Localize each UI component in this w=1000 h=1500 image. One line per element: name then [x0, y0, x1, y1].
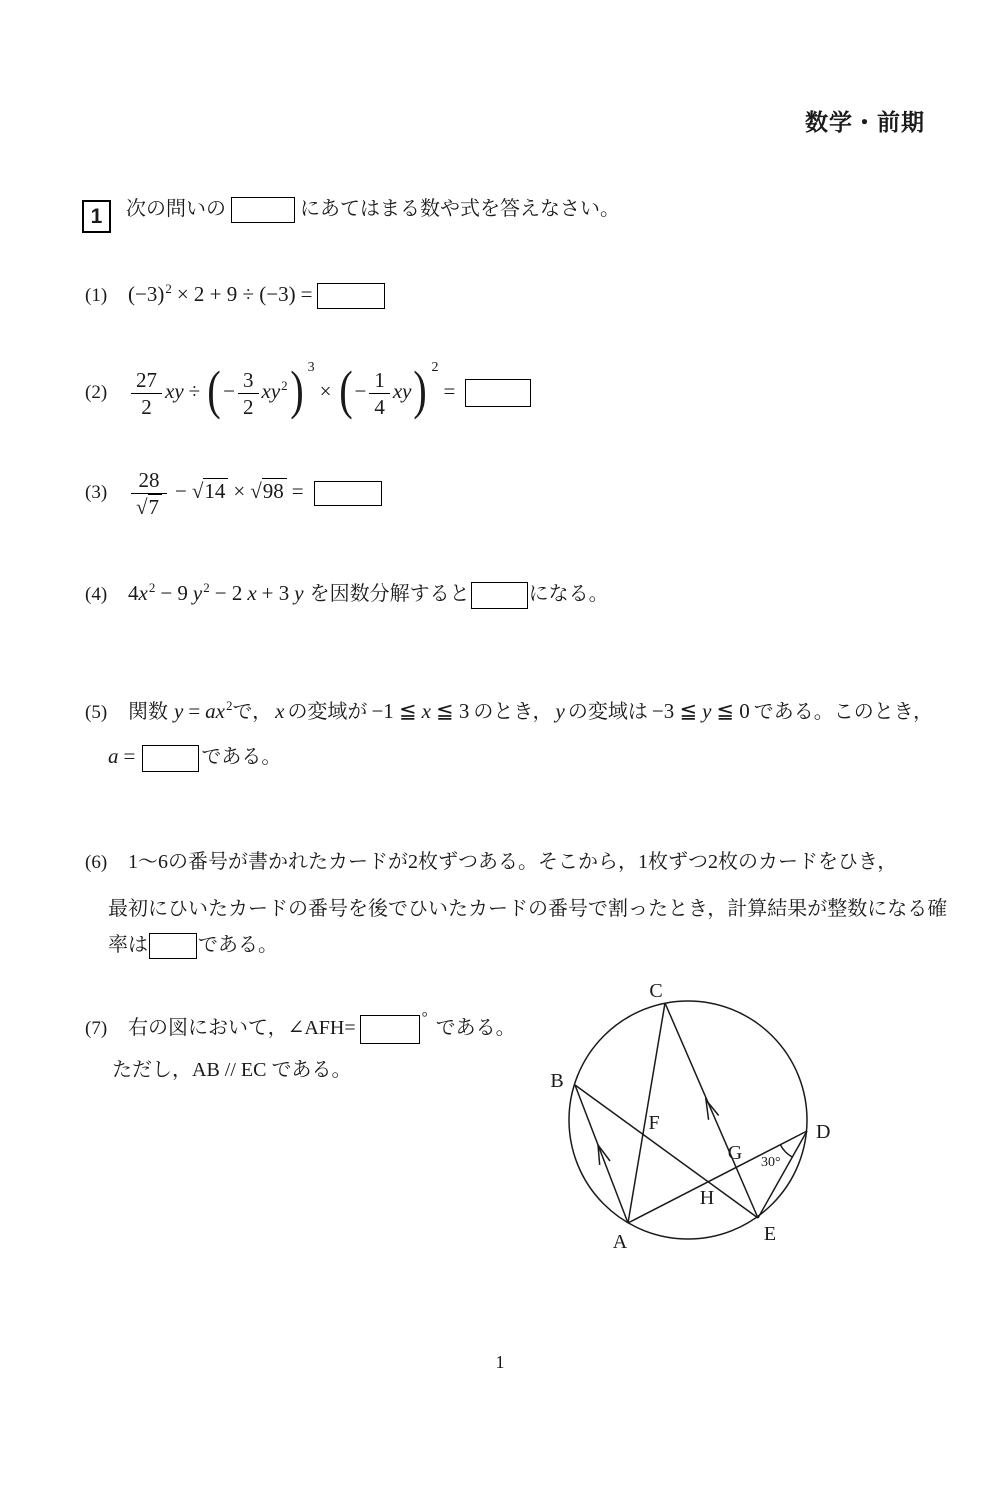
circle-diagram	[538, 968, 872, 1274]
figure-lines	[569, 1001, 807, 1239]
intro-text-post: にあてはまる数や式を答えなさい。	[300, 198, 620, 220]
fraction-3-2	[238, 369, 259, 418]
question-3-label: (3)	[85, 482, 108, 504]
point-label-G: G	[727, 1142, 743, 1164]
question-6-line1	[85, 845, 897, 874]
q6-text-is: である。	[198, 934, 278, 956]
q5-text-range-x: の変域が	[287, 701, 368, 723]
problem-1-header	[82, 192, 620, 233]
radical-sign: √	[191, 479, 204, 504]
answer-box-2	[465, 379, 531, 407]
question-2: (2) $\frac{27}{2}$ xy ÷ ( − $\frac{3}{2}$ $xy^2$) $^3$× ( − $\frac{1}{4}$ xy) $^2$=	[85, 368, 536, 418]
radical-7	[136, 496, 162, 518]
question-5-label: (5)	[85, 702, 108, 723]
q5-text-is: である。	[201, 746, 282, 768]
q5-equals: =	[188, 699, 201, 723]
problem-number-box: 1	[82, 200, 111, 233]
fraction-denominator	[131, 494, 167, 518]
answer-box-1	[317, 283, 385, 309]
radicand: 98	[262, 478, 287, 503]
q2-paren-exponent-3: 3	[307, 360, 315, 375]
q6-text-probability: 率は	[108, 934, 148, 956]
fraction-27-2	[131, 369, 162, 418]
parallel-arrow-EC	[706, 1100, 719, 1120]
question-1	[85, 282, 390, 309]
point-label-H: H	[699, 1187, 715, 1209]
blank-box-sample	[231, 197, 295, 223]
fraction-numerator: 3	[238, 369, 259, 394]
q6-text-line2: 最初にひいたカードの番号を後でひいたカードの番号で割ったとき，計算結果が整数になる確	[108, 898, 948, 920]
q4-x-exponent: 2	[148, 580, 156, 595]
q5-equals-2: =	[123, 744, 136, 768]
question-4	[85, 577, 609, 609]
answer-box-3	[314, 481, 382, 506]
question-1-label: (1)	[85, 285, 108, 306]
answer-box-7	[360, 1015, 420, 1044]
page-title: 数学・前期	[805, 109, 925, 135]
radical-14	[192, 479, 229, 504]
q4-x2: x	[247, 581, 257, 605]
q4-x: x	[138, 581, 148, 605]
degree-sign: °	[421, 1010, 428, 1026]
q4-y2: y	[294, 581, 304, 605]
fraction-numerator: 27	[131, 369, 162, 394]
q5-ax-exponent: 2	[226, 698, 233, 713]
point-label-F: F	[648, 1112, 660, 1134]
q2-times-sign: ×	[319, 379, 332, 403]
q2-paren-exponent-2: 2	[431, 360, 439, 375]
q4-coef: 4	[128, 581, 139, 605]
q5-var-y2: y	[555, 699, 565, 723]
answer-box-6	[149, 933, 197, 959]
q7-text-parallel-condition: ただし，AB // EC である。	[112, 1059, 352, 1081]
q5-text-function: 関数	[128, 701, 168, 723]
point-label-A: A	[612, 1231, 628, 1253]
q2-xy: xy	[165, 379, 184, 403]
q2-xy2: xy	[261, 379, 281, 403]
q4-term3: − 2	[214, 581, 243, 605]
q6-text-line1: 1～6の番号が書かれたカードが2枚ずつある。そこから，1枚ずつ2枚のカードをひき，	[128, 851, 898, 873]
point-label-B: B	[550, 1070, 564, 1092]
q7-text-angle: 右の図において，∠AFH=	[128, 1017, 356, 1039]
q2-xy2-exponent: 2	[281, 378, 288, 393]
figure-labels	[550, 980, 830, 1253]
q4-text-factorize: を因数分解すると	[309, 583, 470, 605]
q2-divide-sign: ÷	[188, 379, 201, 403]
q3-minus-sign: −	[175, 479, 187, 504]
q1-expression: × 2 + 9 ÷ (−3)	[176, 282, 296, 306]
answer-box-5	[142, 745, 199, 772]
point-label-D: D	[816, 1121, 831, 1143]
q3-times-sign: ×	[233, 479, 246, 504]
point-label-E: E	[763, 1223, 777, 1245]
q1-exponent: 2	[165, 281, 172, 296]
radical-98	[250, 479, 287, 504]
q5-ax: ax	[205, 699, 225, 723]
q5-text-de: で，	[232, 701, 273, 723]
q3-equals: =	[291, 479, 304, 504]
question-7-line2	[112, 1053, 351, 1082]
q4-text-becomes: になる。	[528, 583, 609, 605]
q5-var-x: x	[275, 699, 285, 723]
q5-var-y: y	[174, 699, 184, 723]
fraction-numerator: 28	[131, 469, 167, 494]
question-2-label: (2)	[85, 382, 108, 403]
radicand: 7	[148, 494, 163, 519]
q1-equals: =	[300, 282, 313, 306]
fraction-denominator: 2	[243, 394, 254, 419]
fraction-1-4	[369, 369, 390, 418]
q5-text-range-y: の変域は	[567, 701, 648, 723]
circle	[569, 1001, 807, 1239]
q5-var-x2: x	[421, 699, 431, 723]
q5-var-a: a	[108, 744, 119, 768]
q2-minus2: −	[354, 379, 367, 403]
question-5-line1	[85, 695, 933, 724]
q2-minus: −	[223, 379, 236, 403]
intro-text-pre: 次の問いの	[126, 198, 226, 220]
angle-label-30: 30°	[761, 1155, 781, 1170]
q4-y-exponent: 2	[203, 580, 210, 595]
chord-CE	[665, 1003, 758, 1218]
q5-ineq-3: −3 ≦	[651, 699, 698, 723]
q5-text-when: のとき，	[473, 701, 553, 723]
q5-ineq-4: ≦ 0	[716, 699, 750, 723]
q2-equals: =	[443, 379, 456, 403]
question-3	[85, 469, 387, 518]
fraction-numerator: 1	[369, 369, 390, 394]
answer-box-4	[471, 582, 528, 609]
q7-text-is: である。	[435, 1017, 516, 1039]
question-6-line3	[108, 928, 278, 959]
radicand: 14	[203, 478, 228, 503]
fraction-28-sqrt7	[131, 469, 167, 518]
point-label-C: C	[649, 980, 663, 1002]
question-7-label: (7)	[85, 1018, 108, 1039]
fraction-denominator: 4	[374, 394, 385, 419]
question-7-line1	[85, 1010, 516, 1044]
angle-arc-30	[780, 1145, 792, 1157]
q5-ineq-1: −1 ≦	[371, 699, 417, 723]
question-6-label: (6)	[85, 852, 108, 873]
q5-text-then: である。このとき，	[753, 701, 933, 723]
q2-xy3: xy	[392, 379, 412, 403]
radical-sign: √	[250, 479, 262, 504]
fraction-denominator: 2	[141, 394, 152, 419]
q5-ineq-2: ≦ 3	[435, 699, 470, 723]
q4-y: y	[192, 581, 203, 605]
q5-var-y3: y	[702, 699, 712, 723]
q1-term: (−3)	[128, 282, 165, 306]
q4-term4: + 3	[261, 581, 290, 605]
question-5-line2	[108, 740, 281, 772]
geometry-figure	[538, 968, 872, 1274]
page-number: 1	[495, 1352, 505, 1372]
q4-term2: − 9	[160, 581, 188, 605]
question-6-line2	[108, 892, 947, 921]
radical-sign: √	[136, 495, 148, 520]
question-4-label: (4)	[85, 584, 108, 605]
